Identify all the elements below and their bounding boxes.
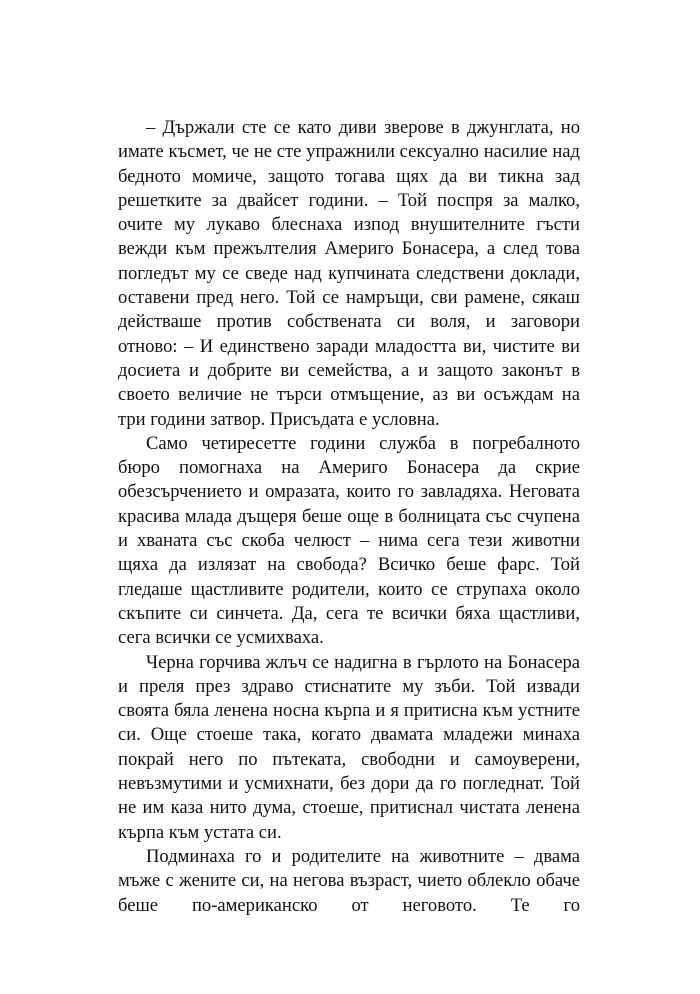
- paragraph-sentencing: – Държали сте се като диви зверове в джунглата, но имате късмет, че не сте упражнили сексуално насилие над бедното момиче, защото тогава щях да ви тикна зад решетките за двайсет години. – Той поспря за малко, очите му лукаво блеснаха изпод внушителните гъсти вежди към прежълтелия Америго Бонасера, а след това погледът му се сведе над купчината следствени доклади, оставени пред него. Той се намръщи, сви рамене, сякаш действаше против собствената си воля, и заговори отново: – И единствено заради младостта ви, чистите ви досиета и добрите ви семейства, а и защото законът в своето величие не търси отмъщение, аз ви осъждам на три години затвор. Присъдата е условна.: [118, 117, 580, 430]
- paragraph-parents-pass: Подминаха го и родителите на животните – двама мъже с жените си, на негова възраст, чието облекло обаче беше по-американско от неговото. Те го: [118, 845, 580, 916]
- paragraph-bitter-bile: Черна горчива жлъч се надигна в гърлото на Бонасера и преля през здраво стиснатите му зъби. Той извади своята бяла ленена носна кърпа и я притисна към устните си. Още стоеше така, когато двамата младежи минаха покрай него по пътеката, свободни и самоуверени, невъзмутими и усмихнати, без дори да го погледнат. Той не им каза нито дума, стоеше, притиснал чистата ленена кърпа към устата си.: [118, 651, 580, 843]
- paragraph-bonasera-anger: Само четиресетте години служба в погребалното бюро помогнаха на Америго Бонасера да скрие обезсърчението и омразата, които го завладяха. Неговата красива млада дъщеря беше още в болницата със счупена и хваната със скоба челюст – нима сега тези животни щяха да излязат на свобода? Всичко беше фарс. Той гледаше щастливите родители, които се струпаха около скъпите си синчета. Да, сега те всички бяха щастливи, сега всички се усмихваха.: [118, 432, 580, 649]
- page-body-text: [118, 116, 580, 918]
